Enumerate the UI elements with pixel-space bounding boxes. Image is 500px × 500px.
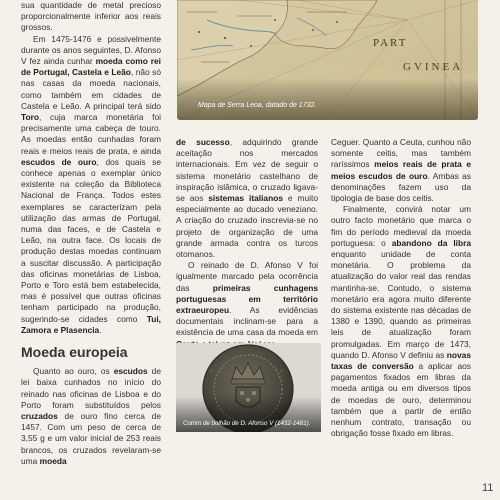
text-span: . As evidências documentais inclinam-se para a existência de uma casa da moeda em: [176, 305, 318, 338]
paragraph-cruzado: [176, 137, 318, 260]
text-span: de ouro fino cerca de 1457. Com um peso de cerca de 3,55 g e um valor inicial de 253 reais brancos, os cruzados revelaram-se uma: [21, 410, 161, 466]
bold-span: cruzados: [21, 410, 58, 421]
text-span: de lei baixa cunhados no início do reinado nas oficinas de Lisboa e do Porto foram substituídos pelos: [21, 366, 161, 410]
text-span: Ceguer. Quanto a Ceuta, cunhou não somente ceitis, mas também raríssimos: [331, 137, 471, 170]
page-number: 11: [482, 482, 494, 494]
bold-span: Tui, Zamora e Plasencia: [21, 313, 161, 335]
text-span: Quanto ao ouro, os: [33, 366, 114, 377]
paragraph-intro-tail: sua quantidade de metal precioso proporcionalmente inferior aos reais grossos.: [21, 0, 161, 33]
section-heading: Moeda europeia: [21, 344, 128, 361]
bold-span: Toro: [21, 112, 39, 123]
bold-span: sistemas italianos: [208, 193, 283, 204]
text-span: O reinado de D. Afonso V foi igualmente marcado pela ocorrência das: [176, 260, 318, 293]
text-span: , cuja marca monetária foi precisamente uma cabeça de touro. As moedas então cunhadas foram reais e meios reais de prata, e ainda: [21, 112, 161, 156]
bold-span: de sucesso: [176, 137, 230, 147]
text-span: e muito especialmente ao ducado veneziano. A criação do cruzado inscrevia-se no projeto de organização de uma grande armada contra os turcos otomanos.: [176, 193, 318, 260]
text-span: .: [99, 324, 102, 335]
text-span: , não só nas casas da moeda nacionais, como também em cidades de Castela e Leão. A principal terá sido: [21, 67, 161, 111]
text-span: Finalmente, convirá notar um outro facto monetário que marca o fim do período medieval da moeda portuguesa: o: [331, 204, 471, 248]
bold-span: moeda: [39, 455, 67, 466]
coin-illustration: [176, 343, 321, 432]
bold-span: abandono da libra: [391, 237, 472, 248]
coin-figure: [176, 343, 321, 432]
coin-caption: Cotrim de bolhão de D. Afonso V (1432-1481).: [183, 420, 311, 427]
bold-span: moeda como rei de Portugal, Castela e Leão: [21, 56, 161, 78]
paragraph-overseas: [176, 260, 318, 350]
text-span: enquanto unidade de conta monetária. O problema da atualização do valor real das rendas mantinha-se. Contudo, o sistema monetário era agora muito diferente do sistema existente nas décadas de 1380 e 1390, quando as primeiras leis de atualização foram promulgadas. Em março de 1473, quando D. Afonso V definiu as: [331, 249, 471, 360]
paragraph-ceuta: [331, 137, 471, 204]
bold-span: primeiras cunhagens portuguesas em território extraeuropeu: [176, 282, 318, 316]
text-span: , dos quais se conhece apenas o exemplar único existente na coleção da Biblioteca Nacional de França. Todos estes exemplares se caracterizam pela utilização das armas de Portugal, numa das faces, e de Castela e Leão, na outra face. Os locais de produção destas moedas continuam a suscitar discussão. A participação das oficinas monetárias de Lisboa, Porto e Toro está bem estabelecida, mas é possível que outras oficinas tenham participado na produção, sugerindo-se cidades como: [21, 156, 161, 324]
bold-span: novas taxas de conversão: [331, 349, 471, 372]
map-caption: Mapa de Serra Leoa, datado de 1732.: [198, 102, 317, 109]
bold-span: escudos: [113, 366, 148, 377]
bold-span: meios reais de prata e meios escudos de ouro: [331, 159, 472, 181]
column-3: [331, 137, 471, 439]
text-span: , adquirindo grande aceitação nos mercados internacionais. Em vez de seguir o sistema monetário castelhano de inspiração islâmica, o cruzado ligava-se aos: [176, 137, 318, 204]
paragraph-gold: [21, 366, 161, 467]
paragraph-libra: [331, 204, 471, 439]
paragraph-castile: [21, 34, 161, 336]
text-span: . Ambas as denominações fazem uso da tipologia de base dos ceitis.: [331, 170, 471, 204]
bold-span: escudos de ouro: [21, 156, 97, 167]
column-2: [176, 137, 318, 350]
column-1: [21, 0, 161, 467]
text-span: a aplicar aos pagamentos fixados em libras da moeda antiga ou em diversos tipos de moedas de ouro, determinou também que a partir de então nenhum contrato, transação ou obrigação fosse fixado em libras.: [331, 361, 471, 439]
text-span: Em 1475-1476 e possivelmente durante os anos seguintes, D. Afonso V fez ainda cunhar: [21, 33, 161, 67]
